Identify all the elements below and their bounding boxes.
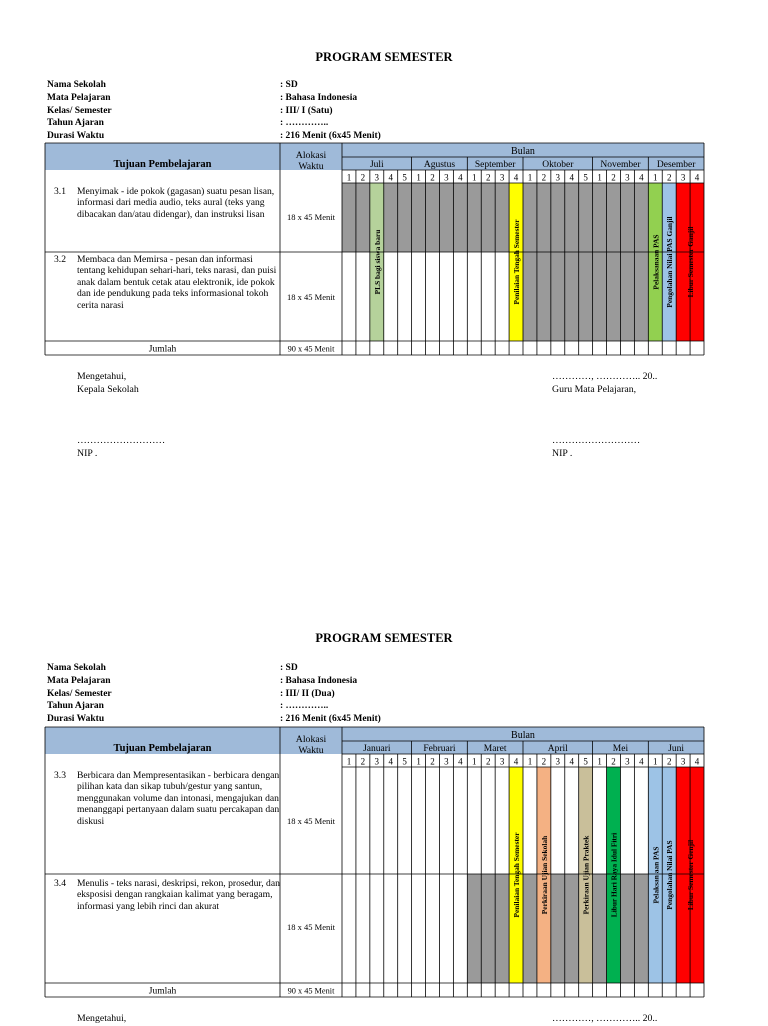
event-label: Penilaian Tengah Semester (512, 219, 522, 305)
info-value: : Bahasa Indonesia (280, 92, 358, 103)
week-number: 2 (541, 756, 547, 767)
event-label: Penilaian Tengah Semester (512, 832, 522, 918)
info-value: : 216 Menit (6x45 Menit) (280, 131, 381, 142)
total-label: Jumlah (148, 986, 177, 997)
event-label: Pelaksan aan PAS (651, 846, 661, 904)
event-label: Libur Hari Raya Idul Fitri (609, 832, 619, 918)
month-label: Juli (369, 160, 384, 170)
info-label: Kelas/ Semester (47, 688, 112, 699)
week-number: 1 (527, 172, 533, 183)
alokasi-value: 18 x 45 Menit (287, 922, 335, 932)
week-number: 3 (444, 756, 449, 767)
objective-number: 3.1 (54, 186, 66, 197)
alokasi-value: 18 x 45 Menit (287, 212, 335, 222)
objective-text: Membaca dan Memirsa - pesan dan informasi tentang kehidupan sehari-hari, teks narasi, dan puisi anak dalam bentuk cetak atau elektronik, ide pokok dan ide pendukung pada teks informasional tokoh cerita narasi (77, 254, 277, 311)
week-number: 4 (639, 756, 644, 767)
info-label: Tahun Ajaran (47, 118, 104, 129)
week-number: 1 (346, 172, 352, 183)
schedule-cell (551, 874, 565, 983)
week-number: 2 (360, 172, 366, 183)
alokasi-value: 18 x 45 Menit (287, 292, 335, 302)
event-label: Pengolahan Nilai PAS (665, 840, 675, 910)
week-number: 2 (666, 172, 672, 183)
week-number: 4 (639, 172, 644, 183)
objective-number: 3.3 (54, 770, 66, 781)
week-number: 3 (444, 172, 449, 183)
page-title: PROGRAM SEMESTER (315, 50, 453, 64)
sign-greeting: Mengetahui, (77, 1013, 127, 1024)
alokasi-header: Alokasi (295, 150, 327, 161)
week-number: 1 (597, 756, 602, 767)
week-number: 4 (513, 756, 519, 767)
event-label: Perkiraan Ujian Sekolah (539, 835, 549, 915)
sign-date: …………, ………….. 20.. (552, 371, 658, 382)
info-label: Tahun Ajaran (47, 701, 104, 712)
week-number: 1 (653, 756, 658, 767)
total-value: 90 x 45 Menit (287, 986, 335, 996)
sign-dots: ……………………… (77, 435, 166, 446)
info-value: : SD (280, 663, 298, 673)
week-number: 4 (694, 172, 700, 183)
info-value: : III/ II (Dua) (280, 688, 335, 699)
total-label: Jumlah (148, 344, 177, 355)
info-value: : ………….. (280, 118, 329, 129)
week-number: 1 (472, 172, 477, 183)
info-value: : III/ I (Satu) (280, 105, 333, 116)
week-number: 3 (625, 756, 630, 767)
sign-nip: NIP . (552, 447, 573, 459)
week-number: 1 (472, 756, 477, 767)
bulan-header: Bulan (511, 730, 535, 741)
week-number: 4 (458, 172, 463, 183)
month-label: Oktober (542, 160, 574, 170)
sign-role: Kepala Sekolah (77, 383, 139, 395)
event-label: Pengolahan Nilai PAS Ganjil (665, 216, 675, 308)
schedule-cell (593, 874, 607, 983)
bulan-header: Bulan (511, 146, 535, 157)
objective-text: Berbicara dan Mempresentasikan - berbicara dengan pilihan kata dan sikap tubuh/gestur yang santun, menggunakan volume dan intonasi, mengajukan dan menanggapi pertanyaan dalam suatu percakapan dan diskusi (77, 770, 280, 827)
week-number: 3 (499, 172, 505, 183)
month-label: April (547, 744, 568, 754)
info-label: Durasi Waktu (47, 131, 105, 142)
week-number: 2 (430, 756, 435, 767)
week-number: 5 (583, 756, 588, 767)
event-label: Libur Semester Genjil (686, 839, 696, 911)
alokasi-header: Waktu (298, 161, 324, 172)
sign-nip: NIP . (77, 447, 98, 459)
schedule-cell (481, 874, 495, 983)
week-number: 1 (527, 756, 533, 767)
week-number: 4 (569, 172, 574, 183)
month-label: Desember (656, 160, 696, 170)
week-number: 2 (666, 756, 672, 767)
objective-header: Tujuan Pembelajaran (113, 159, 212, 170)
week-number: 5 (402, 172, 407, 183)
info-label: Nama Sekolah (47, 80, 106, 90)
schedule-cell (495, 874, 509, 983)
week-number: 4 (388, 756, 393, 767)
event-label: PLS bagi siswa baru (372, 229, 382, 295)
month-label: Mei (612, 744, 629, 754)
week-number: 2 (485, 756, 491, 767)
objective-text: Menyimak - ide pokok (gagasan) suatu pesan lisan, informasi dari media audio, teks aural (teks yang dibacakan dan/atau didengar), dan instruksi lisan (77, 186, 275, 220)
event-label: Libur Semester Ganjil (686, 226, 696, 298)
week-number: 2 (430, 172, 435, 183)
week-number: 3 (680, 756, 686, 767)
event-label: Perkiraan Ujian Praktek (581, 835, 591, 915)
info-value: : SD (280, 80, 298, 90)
week-number: 3 (374, 756, 380, 767)
schedule-cell (634, 874, 648, 983)
month-label: Juni (668, 744, 685, 754)
objective-number: 3.4 (54, 878, 66, 889)
week-number: 3 (555, 756, 561, 767)
week-number: 2 (541, 172, 547, 183)
info-label: Durasi Waktu (47, 714, 105, 725)
week-number: 5 (402, 756, 407, 767)
alokasi-value: 18 x 45 Menit (287, 816, 335, 826)
objective-text: Menulis - teks narasi, deskripsi, rekon, prosedur, dan eksposisi dengan rangkaian kalimat yang beragam, informasi yang lebih rinci dan akurat (77, 878, 280, 912)
page-title: PROGRAM SEMESTER (315, 631, 453, 645)
week-number: 2 (360, 756, 366, 767)
info-value: : ………….. (280, 701, 329, 712)
week-number: 3 (499, 756, 505, 767)
info-label: Kelas/ Semester (47, 105, 112, 116)
info-label: Nama Sekolah (47, 663, 106, 673)
objective-header: Tujuan Pembelajaran (113, 743, 212, 754)
objective-number: 3.2 (54, 254, 66, 265)
sign-dots: ……………………… (552, 435, 641, 446)
week-number: 4 (458, 756, 463, 767)
schedule-cell (467, 874, 481, 983)
month-label: Agustus (423, 160, 456, 170)
alokasi-header: Alokasi (295, 734, 327, 745)
week-number: 4 (513, 172, 519, 183)
total-value: 90 x 45 Menit (287, 344, 335, 354)
month-label: Januari (363, 744, 391, 754)
sign-greeting: Mengetahui, (77, 371, 127, 382)
sign-role: Guru Mata Pelajaran, (552, 383, 637, 395)
info-label: Mata Pelajaran (47, 675, 111, 686)
week-number: 1 (653, 172, 658, 183)
week-number: 2 (611, 172, 616, 183)
week-number: 4 (694, 756, 700, 767)
schedule-cell (620, 874, 634, 983)
week-number: 2 (485, 172, 491, 183)
month-label: September (474, 160, 516, 170)
alokasi-header: Waktu (298, 745, 324, 756)
week-number: 3 (680, 172, 686, 183)
month-label: Februari (423, 744, 456, 754)
sign-date: …………, ………….. 20.. (552, 1013, 658, 1024)
week-number: 3 (625, 172, 630, 183)
info-value: : 216 Menit (6x45 Menit) (280, 714, 381, 725)
week-number: 1 (416, 756, 421, 767)
week-number: 4 (388, 172, 393, 183)
week-number: 2 (611, 756, 616, 767)
week-number: 1 (416, 172, 421, 183)
info-value: : Bahasa Indonesia (280, 675, 358, 686)
week-number: 1 (346, 756, 352, 767)
week-number: 5 (583, 172, 588, 183)
month-label: Maret (483, 744, 507, 754)
schedule-cell (565, 874, 579, 983)
week-number: 3 (374, 172, 380, 183)
week-number: 1 (597, 172, 602, 183)
event-label: Pelaksanaan PAS (651, 234, 661, 290)
schedule-cell (523, 874, 537, 983)
week-number: 3 (555, 172, 561, 183)
info-label: Mata Pelajaran (47, 92, 111, 103)
month-label: November (600, 160, 641, 170)
week-number: 4 (569, 756, 574, 767)
